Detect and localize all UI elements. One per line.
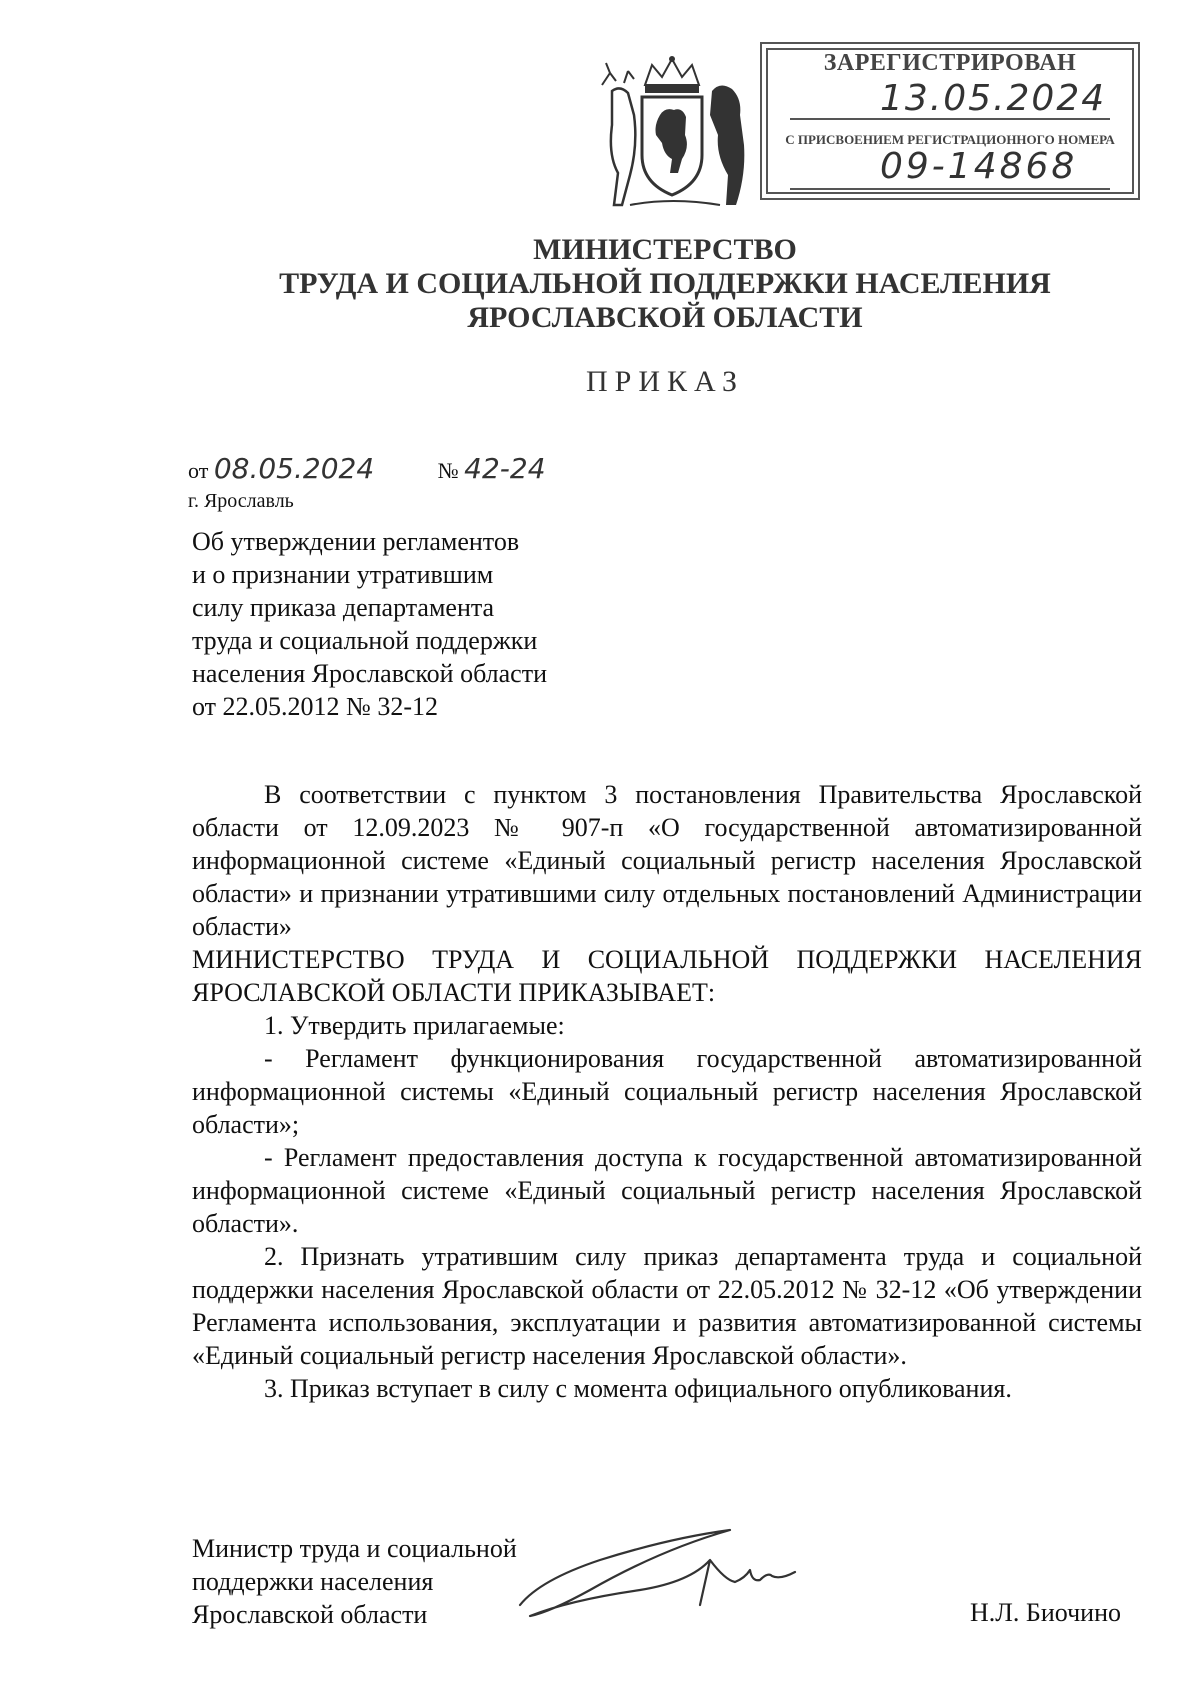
- signatory-position: [192, 1532, 552, 1631]
- document-number: 42-24: [464, 452, 546, 485]
- handwritten-signature: [510, 1520, 800, 1630]
- document-date: 08.05.2024: [213, 452, 375, 485]
- stamp-date: 13.05.2024: [880, 78, 1107, 119]
- stamp-caption: С ПРИСВОЕНИЕМ РЕГИСТРАЦИОННОГО НОМЕРА: [785, 132, 1115, 147]
- registration-stamp: [760, 42, 1140, 200]
- stamp-divider: [790, 118, 1110, 120]
- org-name-line: ЯРОСЛАВСКОЙ ОБЛАСТИ: [467, 301, 863, 334]
- number-label: №: [437, 458, 459, 483]
- document-body: [192, 778, 1142, 1405]
- order-statement: МИНИСТЕРСТВО ТРУДА И СОЦИАЛЬНОЙ ПОДДЕРЖКИ НАСЕЛЕНИЯ ЯРОСЛАВСКОЙ ОБЛАСТИ ПРИКАЗЫВАЕТ:: [192, 945, 1142, 1007]
- order-item: 2. Признать утратившим силу приказ департамента труда и социальной поддержки населения Ярославской области от 22.05.2012 № 32-12 «Об утверждении Регламента использования, эксплуатации и развития автоматизированной системы «Единый социальный регистр населения Ярославской области».: [192, 1242, 1142, 1370]
- order-item: 3. Приказ вступает в силу с момента официального опубликования.: [264, 1374, 1012, 1403]
- org-name-line: МИНИСТЕРСТВО: [533, 233, 797, 266]
- document-type-title: ПРИКАЗ: [586, 365, 744, 398]
- stamp-divider: [790, 188, 1110, 190]
- document-city: г. Ярославль: [188, 490, 294, 512]
- order-subitem: - Регламент функционирования государственной автоматизированной информационной системы «Единый социальный регистр населения Ярославской области»;: [192, 1044, 1142, 1139]
- stamp-title: ЗАРЕГИСТРИРОВАН: [823, 50, 1077, 76]
- signatory-name: Н.Л. Биочино: [970, 1598, 1121, 1627]
- subject-line: и о признании утратившим: [192, 560, 494, 589]
- subject-line: Об утверждении регламентов: [192, 527, 520, 556]
- subject-line: населения Ярославской области: [192, 659, 547, 688]
- order-subitem: - Регламент предоставления доступа к государственной автоматизированной информационной системе «Единый социальный регистр населения Ярославской области».: [192, 1143, 1142, 1238]
- coat-of-arms-emblem: [590, 55, 755, 210]
- date-label: от: [188, 458, 209, 483]
- subject-line: силу приказа департамента: [192, 593, 495, 622]
- position-line: поддержки населения: [192, 1567, 434, 1596]
- org-name-line: ТРУДА И СОЦИАЛЬНОЙ ПОДДЕРЖКИ НАСЕЛЕНИЯ: [279, 267, 1051, 300]
- order-item: 1. Утвердить прилагаемые:: [264, 1011, 565, 1040]
- document-date-number-line: [188, 452, 546, 485]
- subject-line: от 22.05.2012 № 32-12: [192, 692, 438, 721]
- document-subject: [192, 525, 612, 723]
- position-line: Министр труда и социальной: [192, 1534, 517, 1563]
- preamble-paragraph: В соответствии с пунктом 3 постановления Правительства Ярославской области от 12.09.2023 № 907-п «О государственной автоматизированной информационной системе «Единый социальный регистр населения Ярославской области» и признании утратившими силу отдельных постановлений Администрации области»: [192, 780, 1142, 941]
- subject-line: труда и социальной поддержки: [192, 626, 538, 655]
- stamp-registration-number: 09-14868: [880, 146, 1078, 187]
- position-line: Ярославской области: [192, 1600, 428, 1629]
